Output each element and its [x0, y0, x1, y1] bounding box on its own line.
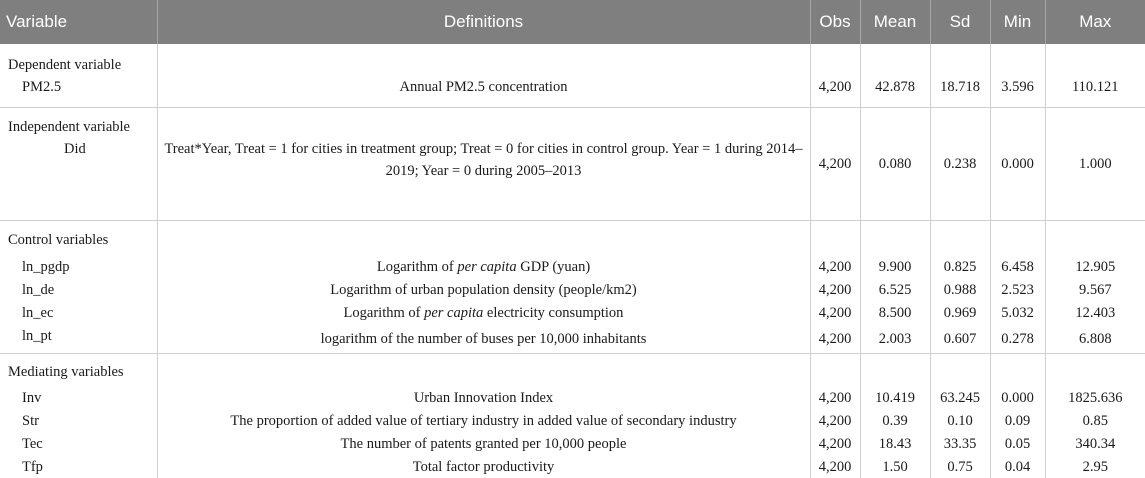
mean-value: 1.50: [860, 455, 930, 478]
min-value: 2.523: [990, 278, 1045, 301]
sd-value: 0.75: [930, 455, 990, 478]
max-value: 0.85: [1045, 409, 1145, 432]
variable-cell: [0, 221, 157, 256]
max-value: 110.121: [1071, 78, 1119, 95]
min-cell: [990, 108, 1045, 221]
header-definitions: Definitions: [157, 0, 810, 44]
variable-name: PM2.5: [22, 78, 62, 95]
table-row: [0, 255, 1145, 278]
min-value: 0.000: [990, 386, 1045, 409]
mean-value: 18.43: [860, 432, 930, 455]
variable-name: ln_pgdp: [22, 258, 70, 275]
group-title-control: Control variables: [8, 232, 109, 248]
group-title-independent: Independent variable: [8, 119, 130, 135]
max-value: 1825.636: [1045, 386, 1145, 409]
definition-text: Annual PM2.5 concentration: [399, 78, 568, 95]
variable-name: Inv: [22, 389, 42, 406]
mean-value: 0.39: [860, 409, 930, 432]
variable-cell: [0, 108, 157, 221]
definition-cell: Logarithm of per capita electricity consumption: [157, 301, 810, 324]
definition-cell: [157, 108, 810, 221]
min-value: 0.000: [1001, 156, 1034, 172]
variable-name: Tfp: [22, 458, 43, 475]
definition-cell: logarithm of the number of buses per 10,000 inhabitants: [157, 324, 810, 354]
definition-cell: Urban Innovation Index: [157, 386, 810, 409]
obs-value: 4,200: [810, 409, 860, 432]
obs-value: 4,200: [810, 432, 860, 455]
definition-cell: The number of patents granted per 10,000 people: [157, 432, 810, 455]
max-value: 12.403: [1045, 301, 1145, 324]
definition-cell: [157, 44, 810, 108]
table-row: [0, 432, 1145, 455]
header-mean: Mean: [860, 0, 930, 44]
table-row: [0, 455, 1145, 478]
min-value: 5.032: [990, 301, 1045, 324]
mean-value: 10.419: [860, 386, 930, 409]
table-body: [0, 44, 1145, 478]
min-value: 0.05: [990, 432, 1045, 455]
variable-name: Tec: [22, 435, 43, 452]
min-value: 0.278: [990, 324, 1045, 354]
header-variable: Variable: [0, 0, 157, 44]
obs-value: 4,200: [810, 278, 860, 301]
table-header: [0, 0, 1145, 44]
max-value: 2.95: [1045, 455, 1145, 478]
mean-value: 6.525: [860, 278, 930, 301]
obs-value: 4,200: [818, 156, 852, 172]
definition-text: Treat*Year, Treat = 1 for cities in treatment group; Treat = 0 for cities in control group. Year = 1 during 2014–2019; Year = 0 during 2005–2013: [164, 141, 803, 179]
variable-name: ln_ec: [22, 304, 54, 321]
obs-value: 4,200: [810, 324, 860, 354]
variable-cell: [0, 44, 157, 108]
obs-value: 4,200: [810, 455, 860, 478]
definition-cell: Logarithm of urban population density (people/km2): [157, 278, 810, 301]
header-min: Min: [990, 0, 1045, 44]
max-cell: [1045, 108, 1145, 221]
mean-value: 42.878: [875, 78, 915, 95]
sd-value: 0.969: [930, 301, 990, 324]
mean-value: 9.900: [860, 255, 930, 278]
header-sd: Sd: [930, 0, 990, 44]
sd-value: 0.238: [943, 156, 977, 172]
mean-value: 8.500: [860, 301, 930, 324]
definition-cell: Logarithm of per capita GDP (yuan): [157, 255, 810, 278]
variable-cell: [0, 354, 157, 387]
max-value: 6.808: [1045, 324, 1145, 354]
sd-value: 33.35: [930, 432, 990, 455]
table-row: [0, 324, 1145, 354]
min-value: 6.458: [990, 255, 1045, 278]
header-obs: Obs: [810, 0, 860, 44]
min-cell: [990, 44, 1045, 108]
group-title-mediating: Mediating variables: [8, 364, 124, 380]
sd-value: 0.607: [930, 324, 990, 354]
variable-name: ln_de: [22, 281, 55, 298]
max-value: 340.34: [1045, 432, 1145, 455]
mean-cell: [860, 44, 930, 108]
table-row: [0, 409, 1145, 432]
sd-cell: [930, 44, 990, 108]
definition-cell: The proportion of added value of tertiary industry in added value of secondary industry: [157, 409, 810, 432]
group-header-row: [0, 221, 1145, 256]
min-value: 0.09: [990, 409, 1045, 432]
min-value: 0.04: [990, 455, 1045, 478]
sd-value: 63.245: [930, 386, 990, 409]
group-title-dependent: Dependent variable: [8, 56, 122, 73]
mean-value: 2.003: [860, 324, 930, 354]
mean-cell: [860, 108, 930, 221]
min-value: 3.596: [1001, 78, 1034, 95]
sd-value: 0.825: [930, 255, 990, 278]
table-row: [0, 301, 1145, 324]
obs-cell: [810, 44, 860, 108]
definition-cell: Total factor productivity: [157, 455, 810, 478]
obs-cell: [810, 108, 860, 221]
max-value: 1.000: [1078, 156, 1112, 172]
sd-cell: [930, 108, 990, 221]
table-row: [0, 44, 1145, 108]
max-value: 12.905: [1045, 255, 1145, 278]
sd-value: 18.718: [940, 78, 980, 95]
obs-value: 4,200: [810, 386, 860, 409]
variable-name: ln_pt: [22, 327, 52, 344]
header-max: Max: [1045, 0, 1145, 44]
table-row: [0, 278, 1145, 301]
sd-value: 0.10: [930, 409, 990, 432]
variable-name: Did: [64, 141, 86, 157]
obs-value: 4,200: [810, 255, 860, 278]
table-row: [0, 108, 1145, 221]
sd-value: 0.988: [930, 278, 990, 301]
obs-value: 4,200: [818, 78, 852, 95]
variable-name: Str: [22, 412, 39, 429]
table-row: [0, 386, 1145, 409]
mean-value: 0.080: [878, 156, 912, 172]
max-cell: [1045, 44, 1145, 108]
group-header-row: [0, 354, 1145, 387]
obs-value: 4,200: [810, 301, 860, 324]
max-value: 9.567: [1045, 278, 1145, 301]
